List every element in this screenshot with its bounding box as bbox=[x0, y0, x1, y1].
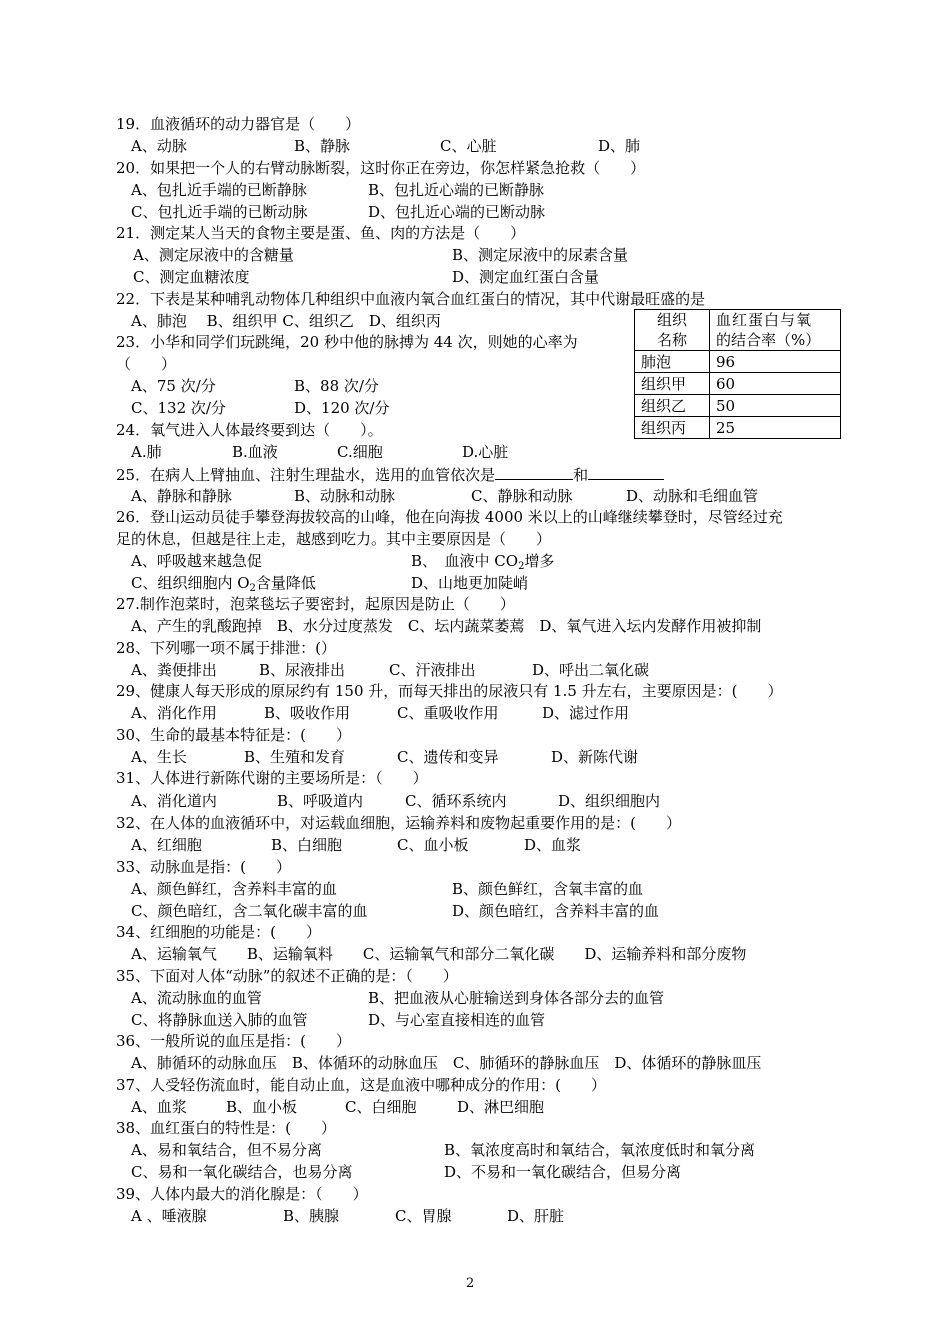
question-39-option-a: A 、唾液腺 bbox=[131, 1207, 207, 1225]
table-cell-value: 60 bbox=[710, 373, 841, 395]
question-29-option-d: D、滤过作用 bbox=[542, 704, 630, 722]
question-33-option-c: C、颜色暗红，含二氧化碳丰富的血 bbox=[131, 902, 368, 920]
question-33-option-d: D、颜色暗红，含养料丰富的血 bbox=[452, 902, 660, 920]
question-31-option-a: A、消化道内 bbox=[131, 792, 217, 810]
question-21-option-b: B、测定尿液中的尿素含量 bbox=[452, 246, 629, 264]
question-30-option-c: C、遗传和变异 bbox=[397, 748, 499, 766]
question-24-option-a: A.肺 bbox=[131, 443, 162, 461]
question-30-option-b: B、生殖和发育 bbox=[244, 748, 346, 766]
question-19-option-b: B、静脉 bbox=[294, 137, 351, 155]
question-20-option-b: B、包扎近心端的已断静脉 bbox=[368, 181, 545, 199]
question-24-option-d: D.心脏 bbox=[462, 443, 509, 461]
question-23-option-b: B、88 次/分 bbox=[294, 377, 379, 395]
question-33-option-a: A、颜色鲜红，含养料丰富的血 bbox=[131, 880, 337, 898]
question-38-option-c: C、易和一氧化碳结合，也易分离 bbox=[131, 1163, 353, 1181]
question-25-option-c: C、静脉和动脉 bbox=[471, 487, 573, 505]
question-37-stem: 37、人受轻伤流血时，能自动止血，这是血液中哪种成分的作用：( ） bbox=[116, 1076, 606, 1094]
table-row bbox=[635, 373, 841, 395]
question-32-option-d: D、血浆 bbox=[524, 836, 582, 854]
question-35-stem: 35、下面对人体“动脉”的叙述不正确的是：（ ） bbox=[116, 967, 458, 985]
table-header-tissue-line1: 组织 bbox=[656, 311, 687, 329]
question-39-option-d: D、肝脏 bbox=[507, 1207, 565, 1225]
table-cell-name: 组织丙 bbox=[635, 417, 710, 439]
question-26-option-c bbox=[131, 572, 316, 594]
question-19-option-d: D、肺 bbox=[598, 137, 641, 155]
question-27-stem: 27.制作泡菜时，泡菜毯坛子要密封，起原因是防止（ ） bbox=[116, 595, 515, 613]
question-28-option-c: C、汗液排出 bbox=[389, 661, 476, 679]
question-32-option-a: A、红细胞 bbox=[131, 836, 202, 854]
question-19-option-a: A、动脉 bbox=[131, 137, 187, 155]
question-28-option-d: D、呼出二氧化碳 bbox=[532, 661, 650, 679]
question-38-option-b: B、氧浓度高时和氧结合，氧浓度低时和氧分离 bbox=[444, 1141, 756, 1159]
table-cell-value: 96 bbox=[710, 351, 841, 373]
question-28-option-b: B、尿液排出 bbox=[259, 661, 346, 679]
question-25-stem-text: 25．在病人上臂抽血、注射生理盐水，选用的血管依次是 bbox=[116, 466, 496, 484]
question-32-stem: 32、在人体的血液循环中，对运载血细胞，运输养料和废物起重要作用的是：( ） bbox=[116, 814, 681, 832]
question-39-stem: 39、人体内最大的消化腺是：（ ） bbox=[116, 1185, 368, 1203]
question-31-stem: 31、人体进行新陈代谢的主要场所是：（ ） bbox=[116, 769, 428, 787]
table-row bbox=[635, 351, 841, 373]
question-39-option-b: B、胰腺 bbox=[283, 1207, 340, 1225]
question-22-stem: 22．下表是某种哺乳动物体几种组织中血液内氧合血红蛋白的情况，其中代谢最旺盛的是 bbox=[116, 290, 706, 308]
question-38-stem: 38、血红蛋白的特性是：( ） bbox=[116, 1119, 336, 1137]
question-39-option-c: C、胃腺 bbox=[395, 1207, 452, 1225]
table-cell-name: 肺泡 bbox=[635, 351, 710, 373]
question-28-stem: 28、下列哪一项不属于排泄：(） bbox=[116, 639, 336, 657]
question-26-option-b-text2: 增多 bbox=[524, 552, 555, 570]
question-26-option-b-text: B、 血液中 CO bbox=[411, 552, 519, 570]
question-31-option-c: C、循环系统内 bbox=[405, 792, 507, 810]
question-28-option-a: A、粪便排出 bbox=[131, 661, 217, 679]
question-29-option-c: C、重吸收作用 bbox=[397, 704, 499, 722]
question-24-stem: 24．氧气进入人体最终要到达（ ）。 bbox=[116, 421, 383, 439]
question-30-option-d: D、新陈代谢 bbox=[551, 748, 639, 766]
question-24-option-b: B.血液 bbox=[232, 443, 278, 461]
question-26-option-c-text: C、组织细胞内 O bbox=[131, 574, 250, 592]
question-26-stem-line1: 26．登山运动员徒手攀登海拔较高的山峰，他在向海拔 4000 米以上的山峰继续攀登时，尽管经过充 bbox=[116, 508, 783, 526]
table-header-tissue bbox=[635, 310, 710, 351]
question-30-stem: 30、生命的最基本特征是：( ） bbox=[116, 726, 351, 744]
question-20-stem: 20．如果把一个人的右臂动脉断裂，这时你正在旁边，你怎样紧急抢救（ ） bbox=[116, 159, 646, 177]
question-23-stem-cont: （ ） bbox=[116, 355, 177, 373]
question-36-options: A、肺循环的动脉血压 B、体循环的动脉血压 C、肺循环的静脉血压 D、体循环的静脉皿压 bbox=[131, 1054, 762, 1072]
question-23-option-a: A、75 次/分 bbox=[131, 377, 216, 395]
subscript-2: 2 bbox=[249, 583, 256, 594]
question-34-stem: 34、红细胞的功能是：( ） bbox=[116, 923, 321, 941]
question-37-option-d: D、淋巴细胞 bbox=[457, 1098, 545, 1116]
table-cell-value: 25 bbox=[710, 417, 841, 439]
question-19-option-c: C、心脏 bbox=[440, 137, 497, 155]
question-26-option-d: D、山地更加陡峭 bbox=[411, 574, 529, 592]
question-26-stem-line2: 足的休息，但越是往上走，越感到吃力。其中主要原因是（ ） bbox=[116, 530, 552, 548]
table-row bbox=[635, 417, 841, 439]
question-30-option-a: A、生长 bbox=[131, 748, 187, 766]
question-38-option-a: A、易和氧结合，但不易分离 bbox=[131, 1141, 322, 1159]
question-21-stem: 21．测定某人当天的食物主要是蛋、鱼、肉的方法是（ ） bbox=[116, 224, 526, 242]
question-20-option-a: A、包扎近手端的已断静脉 bbox=[131, 181, 307, 199]
question-20-option-c: C、包扎近手端的已断动脉 bbox=[131, 203, 308, 221]
question-25-option-d: D、动脉和毛细血管 bbox=[626, 487, 759, 505]
question-35-option-a: A、流动脉血的血管 bbox=[131, 989, 262, 1007]
question-21-option-c: C、测定血糖浓度 bbox=[133, 268, 250, 286]
table-header-rate-line2: 的结合率（%） bbox=[716, 331, 821, 349]
question-21-option-a: A、测定尿液中的含糖量 bbox=[133, 246, 294, 264]
question-35-option-b: B、把血液从心脏输送到身体各部分去的血管 bbox=[368, 989, 665, 1007]
table-row bbox=[635, 395, 841, 417]
question-23-option-c: C、132 次/分 bbox=[131, 399, 226, 417]
subscript-2: 2 bbox=[518, 561, 525, 572]
question-38-option-d: D、不易和一氧化碳结合，但易分离 bbox=[444, 1163, 682, 1181]
question-26-option-a: A、呼吸越来越急促 bbox=[131, 552, 262, 570]
question-25-option-a: A、静脉和静脉 bbox=[131, 487, 232, 505]
table-cell-name: 组织甲 bbox=[635, 373, 710, 395]
table-cell-value: 50 bbox=[710, 395, 841, 417]
question-36-stem: 36、一般所说的血压是指：( ） bbox=[116, 1032, 351, 1050]
table-header-rate bbox=[710, 310, 841, 351]
question-37-option-c: C、白细胞 bbox=[345, 1098, 417, 1116]
question-22-options: A、肺泡 B、组织甲 C、组织乙 D、组织丙 bbox=[131, 312, 441, 330]
answer-blank-2 bbox=[588, 463, 664, 480]
question-21-option-d: D、测定血红蛋白含量 bbox=[452, 268, 600, 286]
question-27-options: A、产生的乳酸跑掉 B、水分过度蒸发 C、坛内蔬菜萎蔫 D、氧气进入坛内发酵作用被抑制 bbox=[131, 617, 762, 635]
table-header-rate-line1: 血红蛋白与氧 bbox=[716, 311, 813, 329]
question-37-option-a: A、血浆 bbox=[131, 1098, 187, 1116]
question-26-option-c-text2: 含量降低 bbox=[255, 574, 316, 592]
question-29-option-a: A、消化作用 bbox=[131, 704, 217, 722]
table-header-tissue-line2: 名称 bbox=[656, 331, 687, 349]
question-31-option-b: B、呼吸道内 bbox=[277, 792, 364, 810]
page-number: 2 bbox=[466, 1276, 475, 1291]
question-26-option-b bbox=[411, 550, 554, 572]
question-34-options: A、运输氧气 B、运输氧料 C、运输氧气和部分二氧化碳 D、运输养料和部分废物 bbox=[131, 945, 747, 963]
table-cell-name: 组织乙 bbox=[635, 395, 710, 417]
question-32-option-c: C、血小板 bbox=[397, 836, 469, 854]
question-32-option-b: B、白细胞 bbox=[271, 836, 343, 854]
question-35-option-d: D、与心室直接相连的血管 bbox=[368, 1011, 546, 1029]
question-37-option-b: B、血小板 bbox=[226, 1098, 298, 1116]
table-header-row bbox=[635, 310, 841, 351]
question-33-option-b: B、颜色鲜红，含氧丰富的血 bbox=[452, 880, 644, 898]
question-25-stem-and: 和 bbox=[573, 466, 589, 484]
question-29-stem: 29、健康人每天形成的原尿约有 150 升，而每天排出的尿液只有 1.5 升左右，主要原因是：( ） bbox=[116, 682, 783, 700]
question-31-option-d: D、组织细胞内 bbox=[558, 792, 661, 810]
question-23-stem: 23．小华和同学们玩跳绳，20 秒中他的脉搏为 44 次，则她的心率为 bbox=[116, 333, 578, 351]
question-35-option-c: C、将静脉血送入肺的血管 bbox=[131, 1011, 308, 1029]
question-25-option-b: B、动脉和动脉 bbox=[294, 487, 396, 505]
oxygen-binding-table bbox=[634, 309, 841, 439]
question-20-option-d: D、包扎近心端的已断动脉 bbox=[368, 203, 546, 221]
answer-blank-1 bbox=[495, 463, 573, 480]
question-23-option-d: D、120 次/分 bbox=[294, 399, 390, 417]
question-29-option-b: B、吸收作用 bbox=[264, 704, 351, 722]
question-33-stem: 33、动脉血是指：( ） bbox=[116, 858, 291, 876]
question-24-option-c: C.细胞 bbox=[337, 443, 383, 461]
question-19-stem: 19．血液循环的动力器官是（ ） bbox=[116, 115, 361, 133]
question-25-stem bbox=[116, 463, 664, 485]
